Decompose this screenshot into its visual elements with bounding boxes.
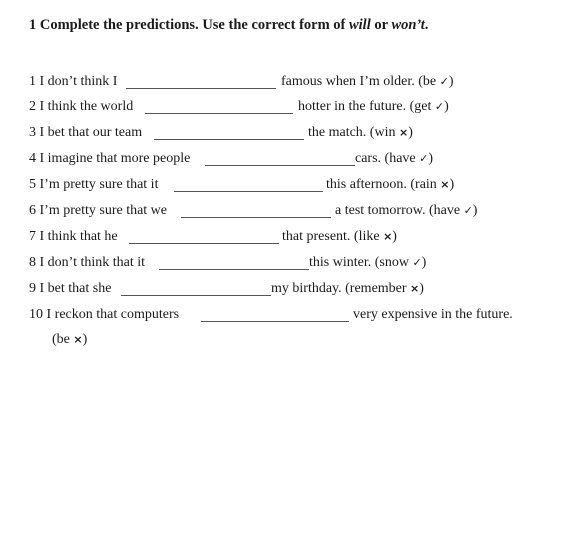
answer-blank[interactable] [201,321,349,322]
answer-blank[interactable] [126,88,276,89]
item-end: the match. (win ×) [308,125,413,140]
item-start: 6 I’m pretty sure that we [29,203,168,218]
item-end: this winter. (snow ✓) [309,255,427,270]
answer-blank[interactable] [154,139,304,140]
cross-mark-icon: × [440,178,450,191]
answer-blank[interactable] [145,113,293,114]
answer-blank[interactable] [121,295,271,296]
item-start: 9 I bet that she [29,281,112,296]
item-end: this afternoon. (rain ×) [326,177,455,192]
item-end: my birthday. (remember ×) [271,281,424,296]
answer-blank[interactable] [129,243,279,244]
answer-blank[interactable] [174,191,323,192]
answer-blank[interactable] [205,165,355,166]
item-end: cars. (have ✓) [355,151,434,166]
answer-blank[interactable] [159,269,309,270]
item-start: 4 I imagine that more people [29,151,191,166]
title-prefix: 1 Complete the predictions. Use the correct form of [29,17,349,33]
check-mark-icon: ✓ [434,100,445,113]
cross-mark-icon: × [73,333,83,346]
item-start: 8 I don’t think that it [29,255,146,270]
exercise-title [29,17,428,34]
title-period: . [424,17,429,33]
item-start: 10 I reckon that computers [29,307,180,322]
item-start: 7 I think that he [29,229,118,244]
cross-mark-icon: × [383,230,393,243]
item-end: famous when I’m older. (be ✓) [281,74,454,89]
check-mark-icon: ✓ [463,204,473,217]
prediction-item-10-verb: (be ×) [52,332,88,347]
check-mark-icon: ✓ [412,256,422,269]
cross-mark-icon: × [398,126,409,139]
cross-mark-icon: × [410,282,420,295]
title-will: will [348,17,371,33]
item-start: 5 I’m pretty sure that it [29,177,159,192]
answer-blank[interactable] [181,217,331,218]
item-start: 3 I bet that our team [29,125,143,140]
item-end: very expensive in the future. [353,307,513,322]
title-or: or [370,17,392,33]
item-end: hotter in the future. (get ✓) [298,99,449,114]
item-end: that present. (like ×) [282,229,397,244]
check-mark-icon: ✓ [439,75,449,88]
title-wont: won’t [391,17,425,33]
item-start: 1 I don’t think I [29,74,118,89]
item-end: a test tomorrow. (have ✓) [335,203,478,218]
check-mark-icon: ✓ [419,152,429,165]
item-start: 2 I think the world [29,99,134,114]
